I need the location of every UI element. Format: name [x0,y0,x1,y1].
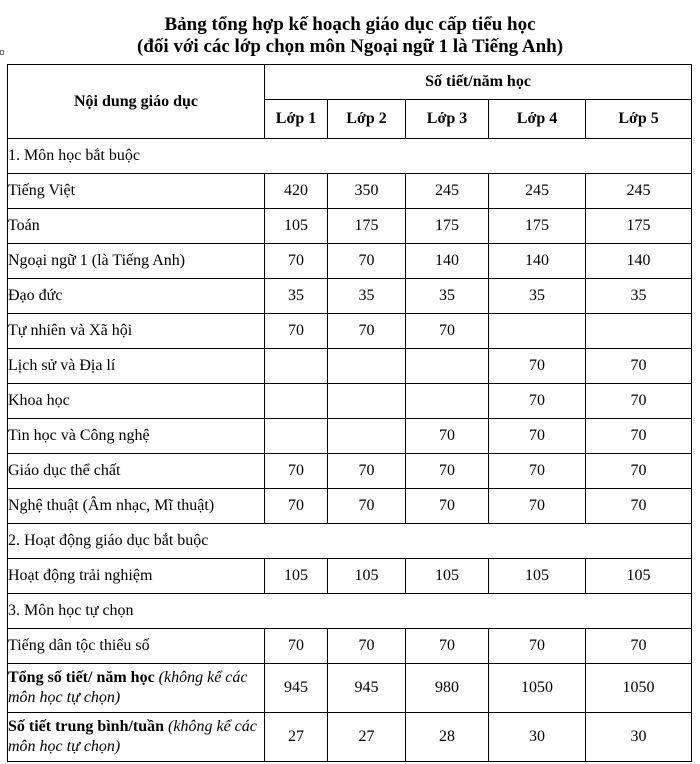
total-cell: 1050 [489,664,586,713]
period-cell: 70 [586,489,692,524]
period-cell: 70 [265,629,328,664]
document-title [0,0,700,58]
period-cell: 105 [586,559,692,594]
grade-header: Lớp 2 [328,100,406,139]
table-row [8,559,692,594]
period-cell: 350 [328,174,406,209]
period-cell: 35 [586,279,692,314]
table-body [8,139,692,762]
period-cell: 70 [586,454,692,489]
subject-cell: Ngoại ngữ 1 (là Tiếng Anh) [8,244,265,279]
subject-cell: Giáo dục thể chất [8,454,265,489]
period-cell: 175 [489,209,586,244]
table-row [8,314,692,349]
period-cell: 70 [406,419,489,454]
grade-header: Lớp 1 [265,100,328,139]
period-cell: 175 [586,209,692,244]
period-cell: 35 [265,279,328,314]
periods-per-year-header: Số tiết/năm học [265,65,692,100]
period-cell: 70 [406,629,489,664]
subject-cell: Hoạt động trải nghiệm [8,559,265,594]
total-cell: 27 [265,713,328,762]
grade-header: Lớp 3 [406,100,489,139]
table-row [8,244,692,279]
section-title: 3. Môn học tự chọn [8,594,692,629]
period-cell: 35 [406,279,489,314]
period-cell: 175 [406,209,489,244]
period-cell: 70 [489,349,586,384]
grade-header: Lớp 5 [586,100,692,139]
period-cell: 420 [265,174,328,209]
period-cell: 70 [265,489,328,524]
period-cell: 70 [586,384,692,419]
subject-cell: Đạo đức [8,279,265,314]
section-title: 1. Môn học bắt buộc [8,139,692,174]
period-cell: 70 [328,489,406,524]
period-cell: 70 [406,454,489,489]
period-cell [265,419,328,454]
period-cell: 70 [489,419,586,454]
period-cell: 70 [406,489,489,524]
period-cell: 70 [489,489,586,524]
subject-cell: Nghệ thuật (Âm nhạc, Mĩ thuật) [8,489,265,524]
period-cell [406,384,489,419]
period-cell: 70 [328,314,406,349]
period-cell [328,419,406,454]
section-row [8,524,692,559]
subject-cell: Lịch sử và Địa lí [8,349,265,384]
total-cell: 980 [406,664,489,713]
period-cell [265,349,328,384]
period-cell: 70 [328,244,406,279]
total-label-note: (không kể các môn học tự chọn) [8,669,248,706]
period-cell: 70 [265,244,328,279]
grade-header: Lớp 4 [489,100,586,139]
total-cell: 1050 [586,664,692,713]
table-row [8,384,692,419]
period-cell: 105 [265,209,328,244]
period-cell: 70 [265,454,328,489]
section-title: 2. Hoạt động giáo dục bắt buộc [8,524,692,559]
total-cell: 28 [406,713,489,762]
period-cell [406,349,489,384]
total-row [8,664,692,713]
period-cell: 70 [265,314,328,349]
section-row [8,594,692,629]
period-cell: 70 [586,419,692,454]
period-cell [328,349,406,384]
period-cell [328,384,406,419]
subject-cell: Khoa học [8,384,265,419]
period-cell: 70 [328,629,406,664]
table-anchor-marker [0,50,4,55]
table-row [8,419,692,454]
period-cell: 175 [328,209,406,244]
table-row [8,489,692,524]
education-plan-table [7,64,692,762]
period-cell: 105 [406,559,489,594]
subject-cell: Tự nhiên và Xã hội [8,314,265,349]
total-cell: 945 [328,664,406,713]
total-cell: 945 [265,664,328,713]
subject-cell: Toán [8,209,265,244]
period-cell: 105 [265,559,328,594]
period-cell: 70 [586,349,692,384]
period-cell: 105 [489,559,586,594]
total-label-bold: Số tiết trung bình/tuần [8,718,165,735]
period-cell: 245 [489,174,586,209]
period-cell: 70 [328,454,406,489]
title-line-2: (đối với các lớp chọn môn Ngoại ngữ 1 là Tiếng Anh) [136,36,564,57]
period-cell: 35 [328,279,406,314]
total-label [8,713,265,762]
table-row [8,454,692,489]
table-row [8,279,692,314]
period-cell: 105 [328,559,406,594]
period-cell: 70 [489,454,586,489]
period-cell: 70 [406,314,489,349]
period-cell: 245 [406,174,489,209]
subject-cell: Tiếng dân tộc thiểu số [8,629,265,664]
subject-cell: Tin học và Công nghệ [8,419,265,454]
total-label-bold: Tổng số tiết/ năm học [8,669,155,686]
total-row [8,713,692,762]
total-cell: 30 [586,713,692,762]
period-cell: 245 [586,174,692,209]
content-header: Nội dung giáo dục [8,65,265,139]
period-cell: 70 [489,384,586,419]
table-row [8,174,692,209]
period-cell [489,314,586,349]
total-label [8,664,265,713]
table-row [8,629,692,664]
total-label-note: (không kể các môn học tự chọn) [8,718,257,755]
total-cell: 27 [328,713,406,762]
table-row [8,209,692,244]
period-cell [586,314,692,349]
section-row [8,139,692,174]
period-cell: 70 [586,629,692,664]
period-cell: 35 [489,279,586,314]
total-cell: 30 [489,713,586,762]
subject-cell: Tiếng Việt [8,174,265,209]
period-cell: 70 [489,629,586,664]
period-cell: 140 [406,244,489,279]
period-cell: 140 [489,244,586,279]
table-row [8,349,692,384]
period-cell [265,384,328,419]
period-cell: 140 [586,244,692,279]
title-line-1: Bảng tổng hợp kế hoạch giáo dục cấp tiểu học [164,14,536,35]
